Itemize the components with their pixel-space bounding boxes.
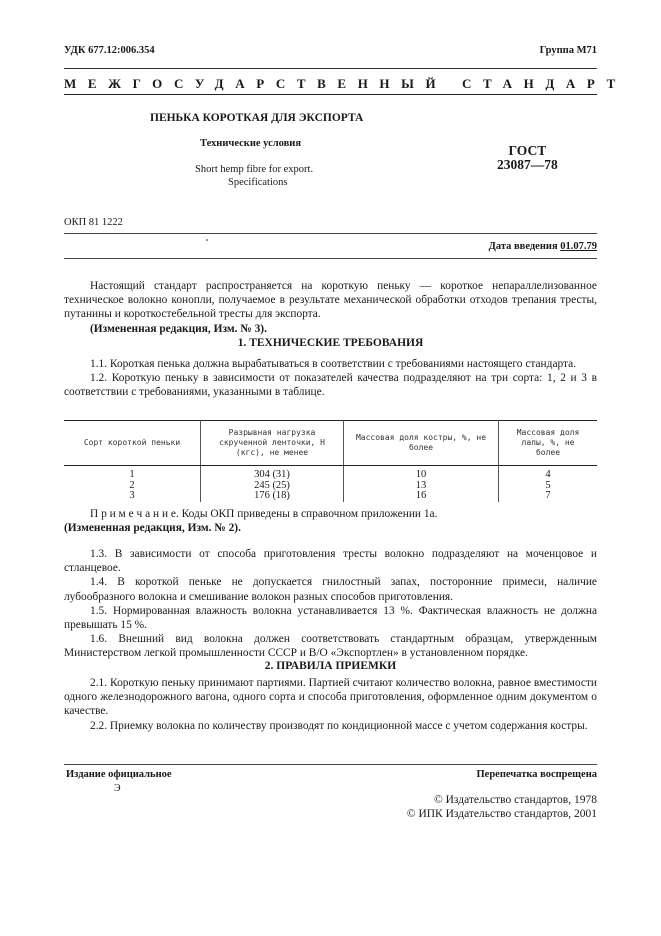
table-cell: 5 bbox=[499, 481, 598, 492]
header-paw-content: Массовая доля лапы, %, не более bbox=[499, 420, 598, 466]
footer-rule bbox=[64, 764, 597, 765]
official-edition: Издание официальное bbox=[66, 769, 172, 780]
okp-code: ОКП 81 1222 bbox=[64, 217, 123, 228]
table-cell: 10 bbox=[344, 466, 499, 481]
table-cell: 1 bbox=[129, 469, 135, 480]
quality-table bbox=[64, 420, 597, 502]
english-subtitle: Specifications bbox=[228, 177, 288, 188]
group-code: Группа М71 bbox=[539, 45, 597, 56]
english-title: Short hemp fibre for export. bbox=[195, 164, 314, 175]
gost-label: ГОСТ bbox=[508, 143, 547, 158]
udk-code: УДК 677.12:006.354 bbox=[64, 45, 155, 56]
clause-2-2: 2.2. Приемку волокна по количеству производят по кондиционной массе с учетом содержания костры. bbox=[90, 719, 588, 732]
table-header-row bbox=[64, 420, 597, 466]
table-cell: 16 bbox=[344, 491, 499, 502]
clause-1-5: 1.5. Нормированная влажность волокна устанавливается 13 %. Фактическая влажность не должна превышать 15 %. bbox=[64, 604, 597, 632]
document-subtitle: Технические условия bbox=[200, 138, 302, 149]
table-cell: 4 bbox=[499, 466, 598, 481]
table-cell: 245 (25) bbox=[201, 481, 344, 492]
table-note: П р и м е ч а н и е. Коды ОКП приведены в справочном приложении 1а. bbox=[90, 508, 438, 520]
clause-1-1: 1.1. Короткая пенька должна вырабатываться в соответствии с требованиями настоящего стандарта. bbox=[90, 358, 577, 370]
table-cell: 13 bbox=[344, 481, 499, 492]
standard-banner: МЕЖГОСУДАРСТВЕННЫЙ СТАНДАРТ bbox=[64, 76, 627, 91]
banner-rule bbox=[64, 94, 597, 95]
okp-rule bbox=[64, 233, 597, 234]
table-row bbox=[64, 491, 597, 502]
section2-heading: 2. ПРАВИЛА ПРИЕМКИ bbox=[264, 660, 397, 672]
section1-heading: 1. ТЕХНИЧЕСКИЕ ТРЕБОВАНИЯ bbox=[237, 337, 424, 349]
reprint-notice: Перепечатка воспрещена bbox=[476, 769, 597, 780]
table-row bbox=[64, 481, 597, 492]
header-shive-content: Массовая доля костры, %, не более bbox=[344, 420, 499, 466]
copyright-2001: © ИПК Издательство стандартов, 2001 bbox=[406, 808, 597, 820]
section2-paragraphs bbox=[64, 676, 597, 733]
section1-paragraphs bbox=[64, 357, 597, 400]
table-notes bbox=[64, 507, 597, 535]
header-breaking-load: Разрывная нагрузка скрученной ленточки, Н (кгс), не менее bbox=[201, 420, 344, 466]
intro-paragraph bbox=[64, 279, 597, 336]
table-row bbox=[64, 466, 597, 481]
table-cell: 304 (31) bbox=[201, 466, 344, 481]
intro-revision: (Измененная редакция, Изм. № 3). bbox=[90, 322, 267, 335]
clause-2-1: 2.1. Короткую пеньку принимают партиями. Партией считают количество волокна, равное вместимости одного железнодорожного вагона, одного сорта и способа приготовления, оформленное одним документом о качестве. bbox=[64, 677, 597, 718]
effective-date bbox=[489, 241, 597, 252]
header-grade: Сорт короткой пеньки bbox=[64, 420, 201, 466]
table-revision: (Измененная редакция, Изм. № 2). bbox=[64, 522, 241, 535]
effective-date-value: 01.07.79 bbox=[560, 241, 597, 252]
clause-1-6: 1.6. Внешний вид волокна должен соответствовать стандартным образцам, утвержденным Министерством легкой промышленности СССР и В/О «Экспортлен» в установленном порядке. bbox=[64, 633, 597, 660]
clause-1-2: 1.2. Короткую пеньку в зависимости от показателей качества подразделяют на три сорта: 1, 2 и 3 в соответствии с требованиями, указанными в таблице. bbox=[64, 372, 597, 399]
clause-1-3: 1.3. В зависимости от способа приготовления тресты волокно подразделяют на моченцовое и стланцевое. bbox=[64, 548, 597, 575]
speck bbox=[206, 239, 208, 241]
document-title: ПЕНЬКА КОРОТКАЯ ДЛЯ ЭКСПОРТА bbox=[150, 112, 364, 124]
gost-number: 23087—78 bbox=[497, 157, 558, 172]
table-cell: 3 bbox=[129, 490, 135, 501]
intro-text: Настоящий стандарт распространяется на короткую пеньку — короткое непараллелизованное техническое волокно конопли, получаемое в результате механической обработки отходов трепания тресты, путанины и короткостебельной тресты для экспорта. bbox=[64, 280, 597, 321]
effective-date-label: Дата введения bbox=[488, 241, 561, 252]
table-cell: 7 bbox=[499, 491, 598, 502]
gost-block bbox=[497, 144, 558, 172]
clause-1-4: 1.4. В короткой пеньке не допускается гнилостный запах, посторонние примеси, наличие лубообразного волокна и смешивание волокон разных способов приготовления. bbox=[64, 576, 597, 603]
table-cell: 2 bbox=[129, 479, 135, 491]
date-rule bbox=[64, 258, 597, 259]
copyright-1978: © Издательство стандартов, 1978 bbox=[433, 794, 597, 806]
edition-mark: Э bbox=[114, 783, 121, 794]
table-cell: 176 (18) bbox=[201, 491, 344, 502]
section1-more-clauses bbox=[64, 547, 597, 661]
top-rule bbox=[64, 68, 597, 69]
